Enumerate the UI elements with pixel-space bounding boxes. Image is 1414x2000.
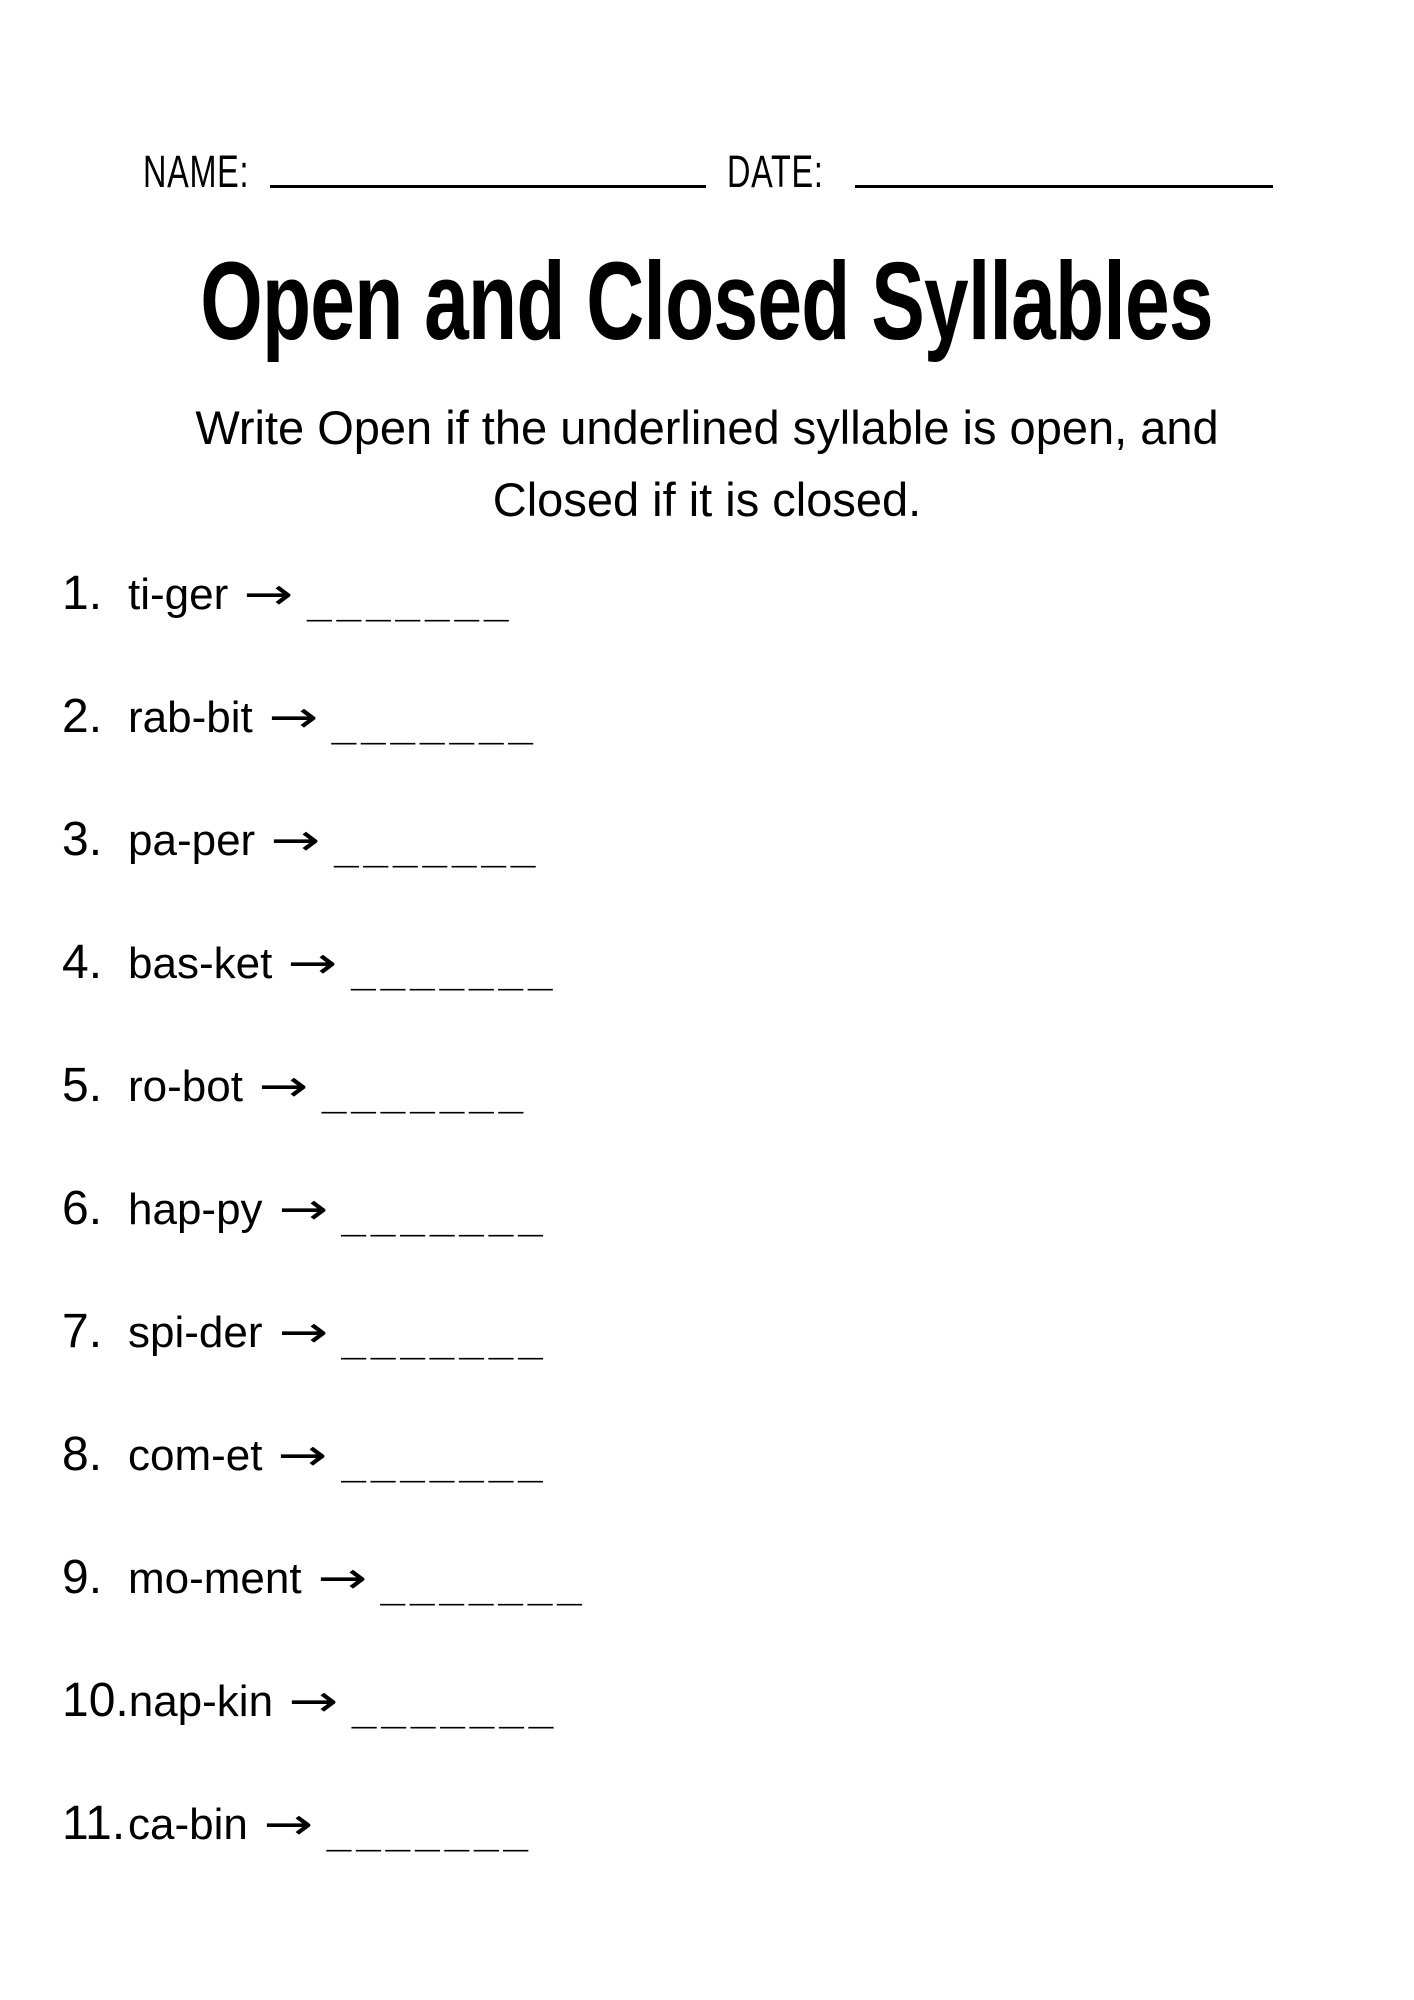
item-word: com-et: [128, 1431, 263, 1480]
answer-blank[interactable]: _______: [351, 1684, 559, 1733]
item-number: 3.: [62, 813, 103, 866]
answer-blank[interactable]: _______: [341, 1192, 548, 1241]
answer-blank[interactable]: _______: [321, 1069, 529, 1118]
answer-blank[interactable]: _______: [341, 1438, 548, 1487]
title-wrap: [0, 238, 1414, 365]
item-word: rab-bit: [128, 693, 253, 742]
answer-blank[interactable]: _______: [351, 946, 558, 995]
instructions-line-1: Write Open if the underlined syllable is open, and: [195, 401, 1219, 454]
list-item: [0, 1147, 1414, 1270]
right-arrow-icon: →: [317, 1553, 367, 1604]
date-label: DATE:: [727, 146, 824, 197]
right-arrow-icon: →: [268, 692, 319, 743]
item-number: 6.: [62, 1182, 103, 1235]
answer-blank[interactable]: _______: [326, 1807, 534, 1856]
answer-blank[interactable]: _______: [307, 577, 514, 626]
answer-blank[interactable]: _______: [380, 1561, 587, 1610]
instructions-line-2: Closed if it is closed.: [492, 473, 922, 526]
name-label: NAME:: [143, 146, 250, 197]
list-item: [0, 1516, 1414, 1639]
list-item: [0, 1639, 1414, 1762]
list-item: [0, 1024, 1414, 1147]
item-word: nap-kin: [128, 1677, 274, 1726]
list-item: [0, 778, 1414, 901]
name-input-line[interactable]: [270, 185, 706, 188]
list-item: [0, 1393, 1414, 1516]
right-arrow-icon: →: [263, 1799, 314, 1850]
item-number: 11.: [62, 1797, 126, 1850]
right-arrow-icon: →: [288, 1676, 339, 1727]
right-arrow-icon: →: [287, 938, 338, 989]
item-number: 4.: [62, 936, 103, 989]
item-number: 8.: [62, 1428, 103, 1481]
item-number: 9.: [62, 1551, 103, 1604]
item-word: mo-ment: [128, 1554, 302, 1603]
date-input-line[interactable]: [855, 185, 1273, 188]
right-arrow-icon: →: [278, 1430, 328, 1481]
list-item: [0, 1762, 1414, 1885]
item-word: ca-bin: [128, 1800, 248, 1849]
item-number: 10.: [62, 1674, 129, 1727]
list-item: [0, 1270, 1414, 1393]
page-title: Open and Closed Syllables: [200, 240, 1214, 363]
item-word: ti-ger: [128, 570, 229, 619]
item-word: pa-per: [128, 816, 256, 865]
item-word: ro-bot: [128, 1062, 243, 1111]
list-item: [0, 901, 1414, 1024]
right-arrow-icon: →: [270, 815, 321, 866]
item-number: 5.: [62, 1059, 103, 1112]
item-word: hap-py: [128, 1185, 263, 1234]
answer-blank[interactable]: _______: [341, 1315, 548, 1364]
answer-blank[interactable]: _______: [334, 823, 541, 872]
instructions: [0, 392, 1414, 536]
right-arrow-icon: →: [258, 1061, 309, 1112]
item-number: 7.: [62, 1305, 103, 1358]
list-item: [0, 532, 1414, 655]
right-arrow-icon: →: [278, 1307, 328, 1358]
answer-blank[interactable]: _______: [331, 700, 538, 749]
item-number: 2.: [62, 690, 103, 743]
right-arrow-icon: →: [278, 1184, 328, 1235]
exercise-list: [0, 532, 1414, 1885]
list-item: [0, 655, 1414, 778]
item-word: bas-ket: [128, 939, 273, 988]
item-word: spi-der: [128, 1308, 263, 1357]
right-arrow-icon: →: [243, 569, 294, 620]
item-number: 1.: [62, 567, 103, 620]
